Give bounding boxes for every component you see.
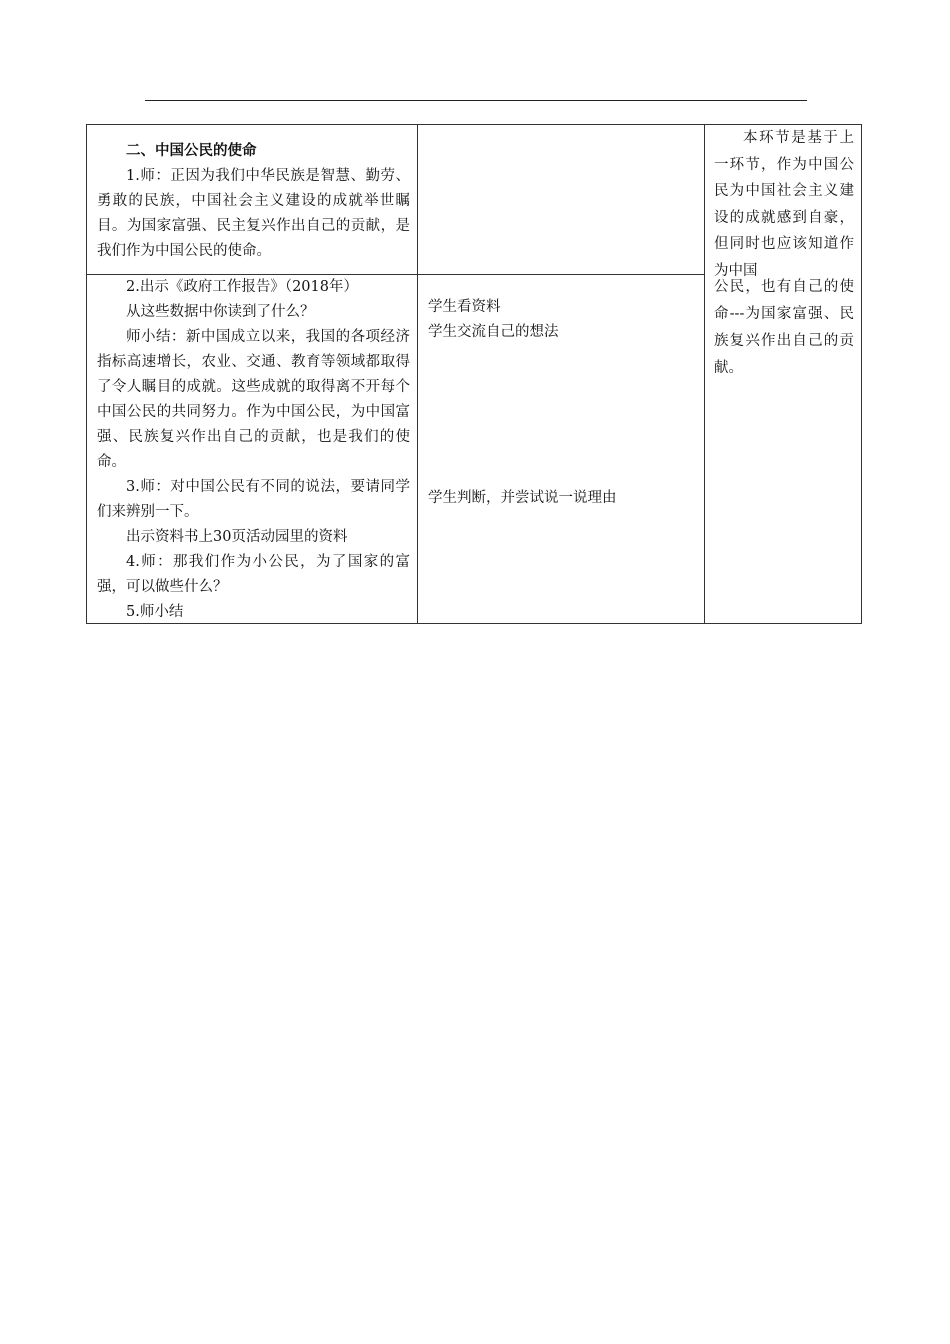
row1-teacher-cell — [97, 139, 410, 264]
read-material-text: 学生看资料 — [428, 299, 501, 315]
design-note-part1 — [714, 125, 854, 284]
student-activity-read — [428, 295, 698, 345]
section-title: 二、中国公民的使命 — [126, 143, 257, 159]
question-text: 从这些数据中你读到了什么？ — [126, 304, 315, 320]
row2-teacher-cell — [97, 275, 410, 625]
design-note-text-2: 公民，也有自己的使命---为国家富强、民族复兴作出自己的贡献。 — [714, 279, 854, 376]
student-activity-judge — [428, 486, 698, 511]
design-note-text-1: 本环节是基于上一环节，作为中国公民为中国社会主义建设的成就感到自豪，但同时也应该知道作为中国 — [714, 130, 854, 279]
item-5-text: 5.师小结 — [126, 604, 184, 620]
item-1-text: 1.师：正因为我们中华民族是智慧、勤劳、勇敢的民族，中国社会主义建设的成就举世瞩目。为国家富强、民主复兴作出自己的贡献，是我们作为中国公民的使命。 — [97, 168, 410, 259]
item-2-text: 2.出示《政府工作报告》（2018年） — [126, 279, 358, 295]
column-divider-2 — [704, 125, 705, 623]
column-divider-1 — [417, 125, 418, 623]
judge-text: 学生判断，并尝试说一说理由 — [428, 490, 617, 506]
show-material-text: 出示资料书上30页活动园里的资料 — [126, 529, 348, 545]
header-rule — [145, 100, 807, 101]
exchange-ideas-text: 学生交流自己的想法 — [428, 324, 559, 340]
item-3-text: 3.师：对中国公民有不同的说法，要请同学们来辨别一下。 — [97, 479, 410, 520]
summary-text: 师小结：新中国成立以来，我国的各项经济指标高速增长，农业、交通、教育等领域都取得了令人瞩目的成就。这些成就的取得离不开每个中国公民的共同努力。作为中国公民，为中国富强、民族复兴作出自己的贡献，也是我们的使命。 — [97, 329, 410, 470]
design-note-part2 — [714, 274, 854, 382]
item-4-text: 4.师：那我们作为小公民，为了国家的富强，可以做些什么？ — [97, 554, 410, 595]
lesson-plan-table — [86, 124, 862, 624]
